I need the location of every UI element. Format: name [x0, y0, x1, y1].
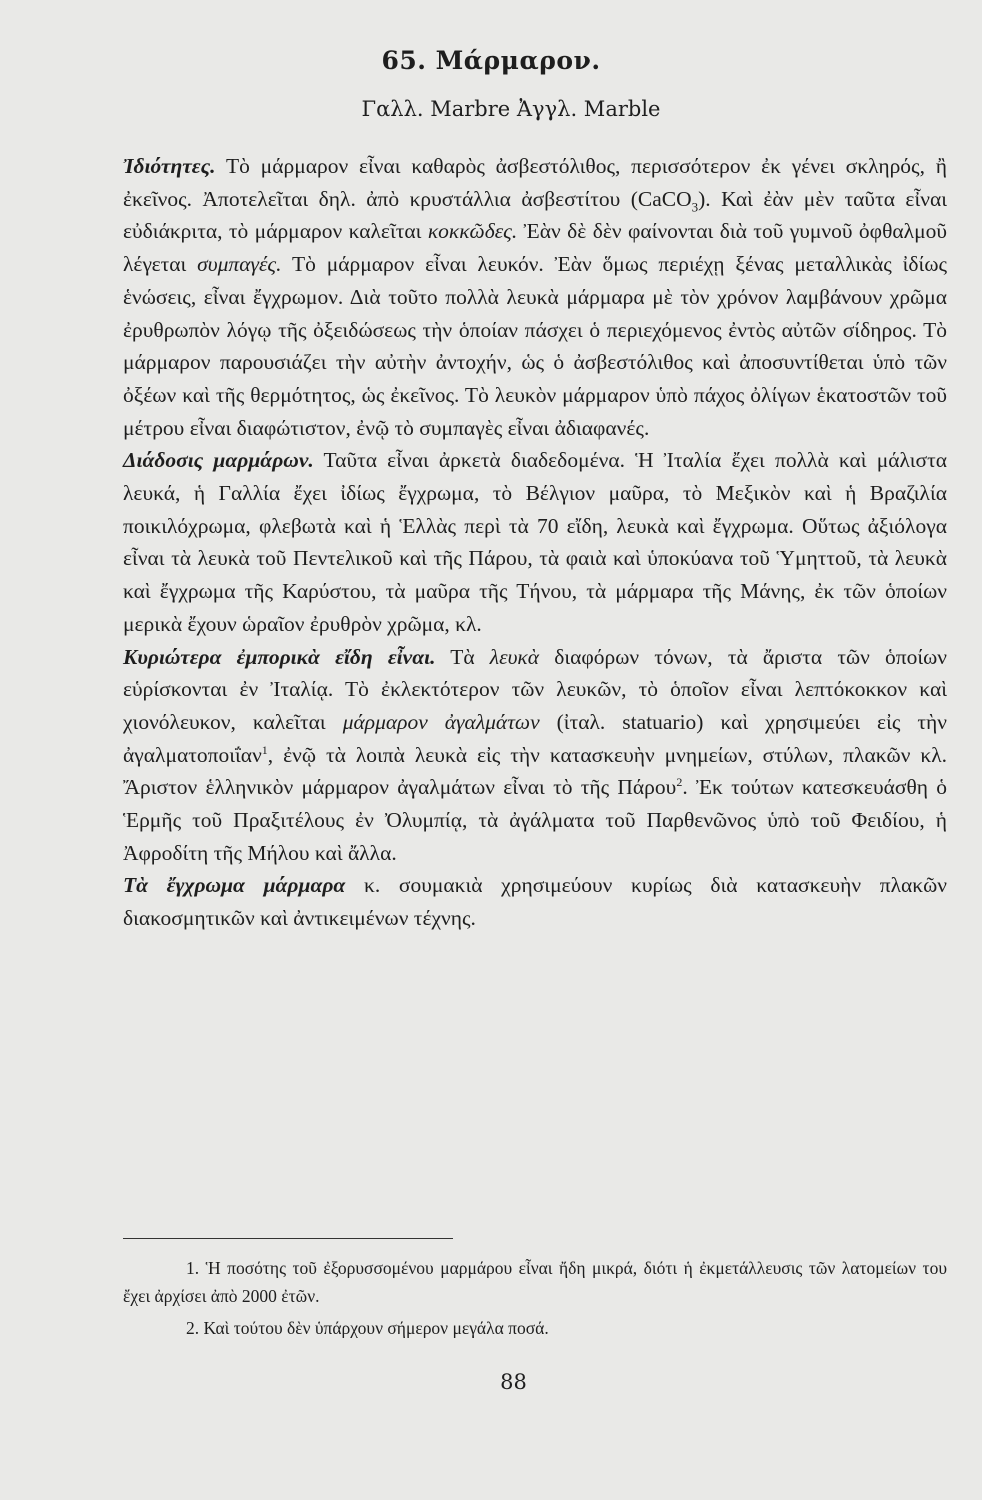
text-span: διαφόρων τόνων, τὰ ἄριστα τῶν ὁποίων εὑρίσκονται ἐν Ἰταλίᾳ. Τὸ ἐκλεκτότερον τῶν λευκῶν, τὸ ὁποῖον εἶναι λεπτόκοκκον καὶ χιονόλευκον, καλεῖται	[123, 644, 948, 734]
text-span: Τὸ μάρμαρον εἶναι καθαρὸς ἀσβεστόλιθος, περισσότερον ἐκ γένει σκληρός, ἢ ἐκεῖνος. Ἀποτελεῖται δηλ. ἀπὸ κρυστάλλια ἀσβεστίτου (CaCO	[123, 154, 947, 211]
footnote-2: 2. Καὶ τούτου δὲν ὑπάρχουν σήμερον μεγάλα ποσά.	[186, 1318, 549, 1338]
footnote-1: 1. Ἡ ποσότης τοῦ ἐξορυσσομένου μαρμάρου εἶναι ἤδη μικρά, διότι ἡ ἐκμετάλλευσις τῶν λατομείων του ἔχει ἀρχίσει ἀπὸ 2000 ἐτῶν.	[123, 1258, 947, 1306]
paragraph-colored-marbles	[123, 869, 947, 934]
text-span: , ἐνῷ τὰ λοιπὰ λευκὰ εἰς τὴν κατασκευὴν μνημείων, στύλων, πλακῶν κλ. Ἄριστον ἑλληνικὸν μάρμαρον ἀγαλμάτων εἶναι τὸ τῆς Πάρου	[123, 742, 947, 800]
subscript: 3	[691, 199, 699, 214]
body-text	[123, 150, 947, 935]
footnote-ref-1: 1	[261, 742, 268, 757]
lead-properties: Ἰδιότητες.	[123, 154, 216, 178]
text-span: Τὰ	[435, 644, 490, 669]
page-number: 88	[500, 1370, 527, 1394]
term-compact: συμπαγές.	[197, 252, 282, 277]
text-span: (ἰταλ. statuario) καὶ χρησιμεύει εἰς τὴν ἀγαλματοποιΐαν	[123, 709, 947, 767]
lead-colored-marbles: Τὰ ἔγχρωμα μάρμαρα	[123, 873, 346, 898]
text-span: κ. σουμακιὰ χρησιμεύουν κυρίως διὰ κατασκευὴν πλακῶν διακοσμητικῶν καὶ ἀντικειμένων τέχνης.	[123, 873, 947, 931]
text-span: . Ἐκ τούτων κατεσκευάσθη ὁ Ἑρμῆς τοῦ Πραξιτέλους ἐν Ὀλυμπίᾳ, τὰ ἀγάλματα τοῦ Παρθενῶνος ὑπὸ τοῦ Φειδίου, ἡ Ἀφροδίτη τῆς Μήλου καὶ ἄλλα.	[123, 775, 947, 865]
term-white: λευκὰ	[489, 644, 540, 669]
paragraph-distribution	[123, 444, 947, 640]
footnote-ref-2: 2	[676, 775, 683, 790]
footnote-divider	[123, 1238, 453, 1239]
text-span: ). Καὶ ἐὰν μὲν ταῦτα εἶναι εὐδιάκριτα, τὸ μάρμαρον καλεῖται	[123, 186, 948, 244]
term-granular: κοκκῶδες.	[427, 219, 518, 244]
lead-distribution: Διάδοσις μαρμάρων.	[123, 448, 314, 473]
text-span: Ταῦτα εἶναι ἀρκετὰ διαδεδομένα. Ἡ Ἰταλία ἔχει πολλὰ καὶ μάλιστα λευκά, ἡ Γαλλία ἔχει ἰδίως ἔγχρωμα, τὸ Βέλγιον μαῦρα, τὸ Μεξικὸν καὶ ἡ Βραζιλία ποικιλόχρωμα, φλεβωτὰ καὶ ἡ Ἑλλὰς περὶ τὰ 70 εἴδη, λευκὰ καὶ ἔγχρωμα. Οὕτως ἀξιόλογα εἶναι τὰ λευκὰ τοῦ Πεντελικοῦ καὶ τῆς Πάρου, τὰ φαιὰ καὶ ὑποκύανα τοῦ Ὑμηττοῦ, τὰ λευκὰ καὶ ἔγχρωμα τῆς Καρύστου, τὰ μαῦρα τῆς Τήνου, τὰ μάρμαρα τῆς Μάνης, ἐκ τῶν ὁποίων μερικὰ ἔχουν ὡραῖον ἐρυθρὸν χρῶμα, κλ.	[123, 448, 947, 636]
text-span: Ἐὰν δὲ δὲν φαίνονται διὰ τοῦ γυμνοῦ ὀφθαλμοῦ λέγεται	[123, 219, 947, 277]
text-span: Τὸ μάρμαρον εἶναι λευκόν. Ἐὰν ὅμως περιέχῃ ξένας μεταλλικὰς ἰδίως ἑνώσεις, εἶναι ἔγχρωμον. Διὰ τοῦτο πολλὰ λευκὰ μάρμαρα μὲ τὸν χρόνον λαμβάνουν χρῶμα ἐρυθρωπὸν λόγῳ τῆς ὀξειδώσεως τὴν ὁποίαν πάσχει ὁ περιεχόμενος ἐντὸς αὐτῶν σίδηρος. Τὸ μάρμαρον παρουσιάζει τὴν αὐτὴν ἀντοχήν, ὡς ὁ ἀσβεστόλιθος καὶ ἀποσυντίθεται ὑπὸ τῶν ὀξέων καὶ τῆς θερμότητος, ὡς ἐκεῖνος. Τὸ λευκὸν μάρμαρον ὑπὸ πάχος ὀλίγων ἑκατοστῶν τοῦ μέτρου εἶναι διαφώτιστον, ἐνῷ τὸ συμπαγὲς εἶναι ἀδιαφανές.	[123, 252, 947, 440]
footnotes	[123, 1254, 947, 1342]
paragraph-properties	[123, 150, 947, 444]
section-subtitle: Γαλλ. Marbre Ἀγγλ. Marble	[361, 97, 661, 121]
section-title: 65. Μάρμαρον.	[381, 46, 601, 75]
term-statuary-marble: μάρμαρον ἀγαλμάτων	[342, 709, 540, 734]
paragraph-commercial-types	[123, 641, 947, 870]
lead-commercial-types: Κυριώτερα ἐμπορικὰ εἴδη εἶναι.	[123, 644, 436, 669]
